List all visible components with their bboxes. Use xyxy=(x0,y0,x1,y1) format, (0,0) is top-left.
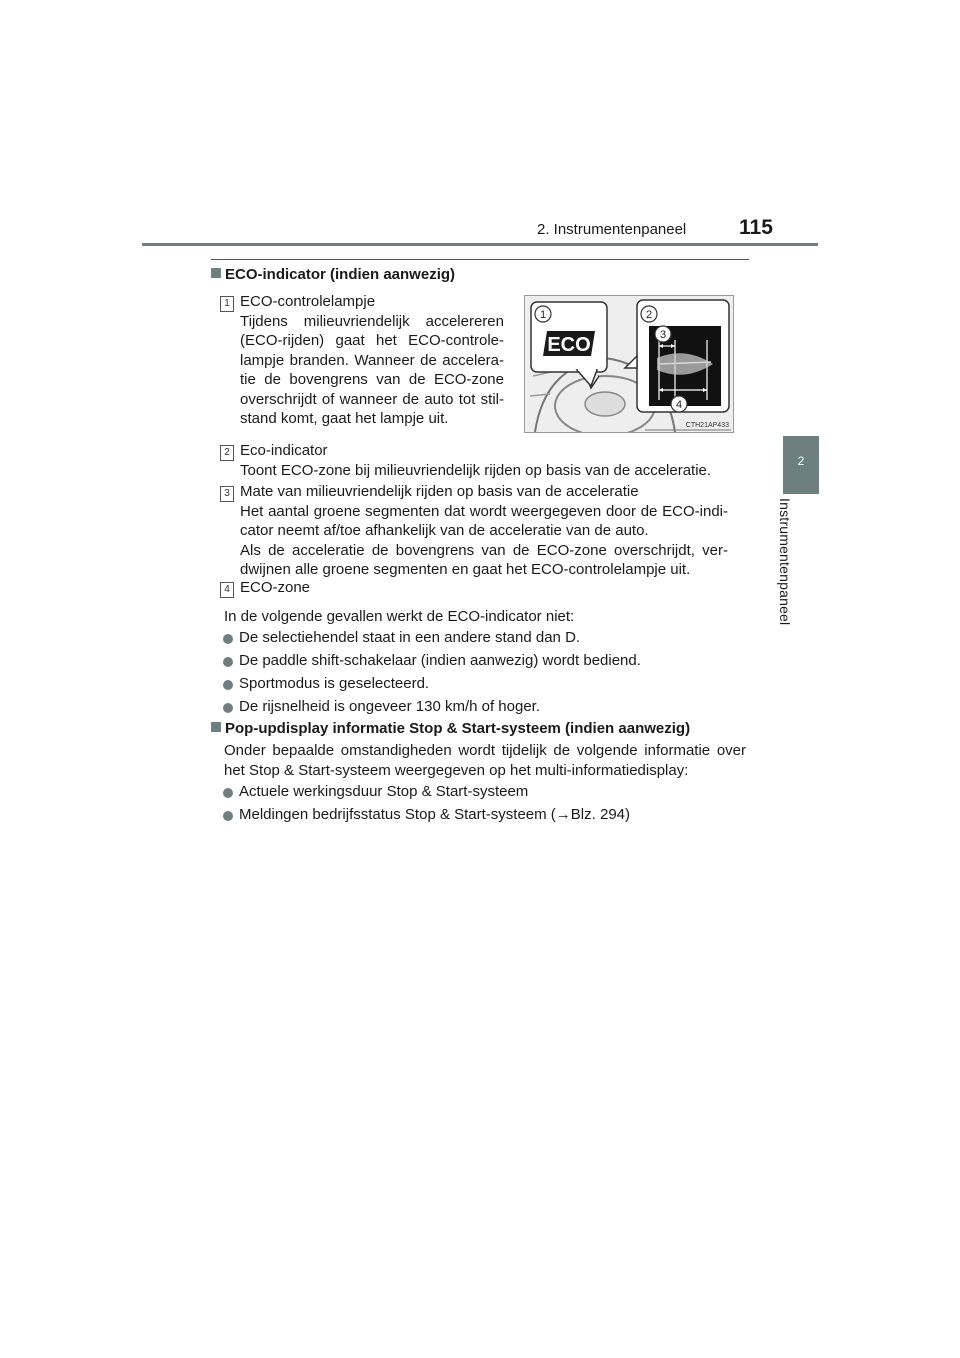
square-bullet-icon xyxy=(211,722,221,732)
bullet-item-page-reference: Meldingen bedrijfsstatus Stop & Start-systeem (→Blz. 294) xyxy=(239,806,630,823)
bullet-item: Actuele werkingsduur Stop & Start-systeem xyxy=(239,783,529,800)
bullet-item: Sportmodus is geselecteerd. xyxy=(239,675,430,692)
item-number-4: 4 xyxy=(220,582,234,598)
dashboard-illustration xyxy=(525,296,733,432)
eco-exceptions-intro: In de volgende gevallen werkt de ECO-indicator niet: xyxy=(224,608,575,625)
section-heading-stop-start-text: Pop-updisplay informatie Stop & Start-systeem (indien aanwezig) xyxy=(225,720,691,737)
eco-lamp-text: ECO xyxy=(547,334,591,356)
section-heading-stop-start xyxy=(211,720,690,737)
item-2 xyxy=(240,441,750,480)
bullet-item: De paddle shift-schakelaar (indien aanwezig) wordt bediend. xyxy=(239,652,641,669)
bullet-icon xyxy=(223,703,233,713)
item-number-2: 2 xyxy=(220,445,234,461)
chapter-tab xyxy=(783,436,819,494)
section-rule xyxy=(211,259,749,260)
item-1-text: Tijdens milieuvriendelijk accelereren (ECO-rijden) gaat het ECO-controle-lampje branden. Wanneer de accelera-tie de bovengrens van de ECO-zone overschrijdt of wanneer de auto tot stil-stand komt, gaat het lampje uit. xyxy=(240,312,504,427)
figure-code: CTH21AP433 xyxy=(685,422,729,429)
item-1 xyxy=(240,292,504,429)
bullet-icon xyxy=(223,788,233,798)
callout-2: 2 xyxy=(645,309,653,321)
item-3-text: Het aantal groene segmenten dat wordt weergegeven door de ECO-indi-cator neemt af/toe afhankelijk van de acceleratie van de auto. xyxy=(240,502,728,539)
bullet-icon xyxy=(223,634,233,644)
bullet-icon xyxy=(223,680,233,690)
bullet-item: De rijsnelheid is ongeveer 130 km/h of hoger. xyxy=(239,698,541,715)
item-4-title: ECO-zone xyxy=(240,579,311,596)
chapter-side-label-text: Instrumentenpaneel xyxy=(777,498,793,626)
header-rule xyxy=(142,243,818,246)
bullet-icon xyxy=(223,811,233,821)
stop-start-description: Onder bepaalde omstandigheden wordt tijdelijk de volgende informatie over het Stop & Start-systeem weergegeven op het multi-informatiedisplay: xyxy=(224,742,746,779)
item-3 xyxy=(240,482,728,580)
chapter-title: 2. Instrumentenpaneel xyxy=(537,221,687,238)
callout-1: 1 xyxy=(539,309,547,321)
callout-3: 3 xyxy=(659,329,667,341)
section-heading-eco-text: ECO-indicator (indien aanwezig) xyxy=(225,266,456,283)
item-2-text: Toont ECO-zone bij milieuvriendelijk rijden op basis van de acceleratie. xyxy=(240,461,712,479)
eco-indicator-figure xyxy=(524,295,734,433)
item-3-text-2: Als de acceleratie de bovengrens van de ECO-zone overschrijdt, ver-dwijnen alle groene segmenten en gaat het ECO-controlelampje uit. xyxy=(240,541,728,578)
item-1-title: ECO-controlelampje xyxy=(240,293,376,310)
square-bullet-icon xyxy=(211,268,221,278)
bullet-icon xyxy=(223,657,233,667)
callout-4: 4 xyxy=(675,399,683,411)
item-3-title: Mate van milieuvriendelijk rijden op basis van de acceleratie xyxy=(240,483,639,500)
page-number: 115 xyxy=(739,216,773,239)
item-number-3: 3 xyxy=(220,486,234,502)
section-heading-eco xyxy=(211,266,455,283)
chapter-side-label xyxy=(777,498,821,638)
item-2-title: Eco-indicator xyxy=(240,442,328,459)
item-number-1: 1 xyxy=(220,296,234,312)
chapter-tab-number: 2 xyxy=(797,454,805,468)
bullet-item: De selectiehendel staat in een andere stand dan D. xyxy=(239,629,581,646)
